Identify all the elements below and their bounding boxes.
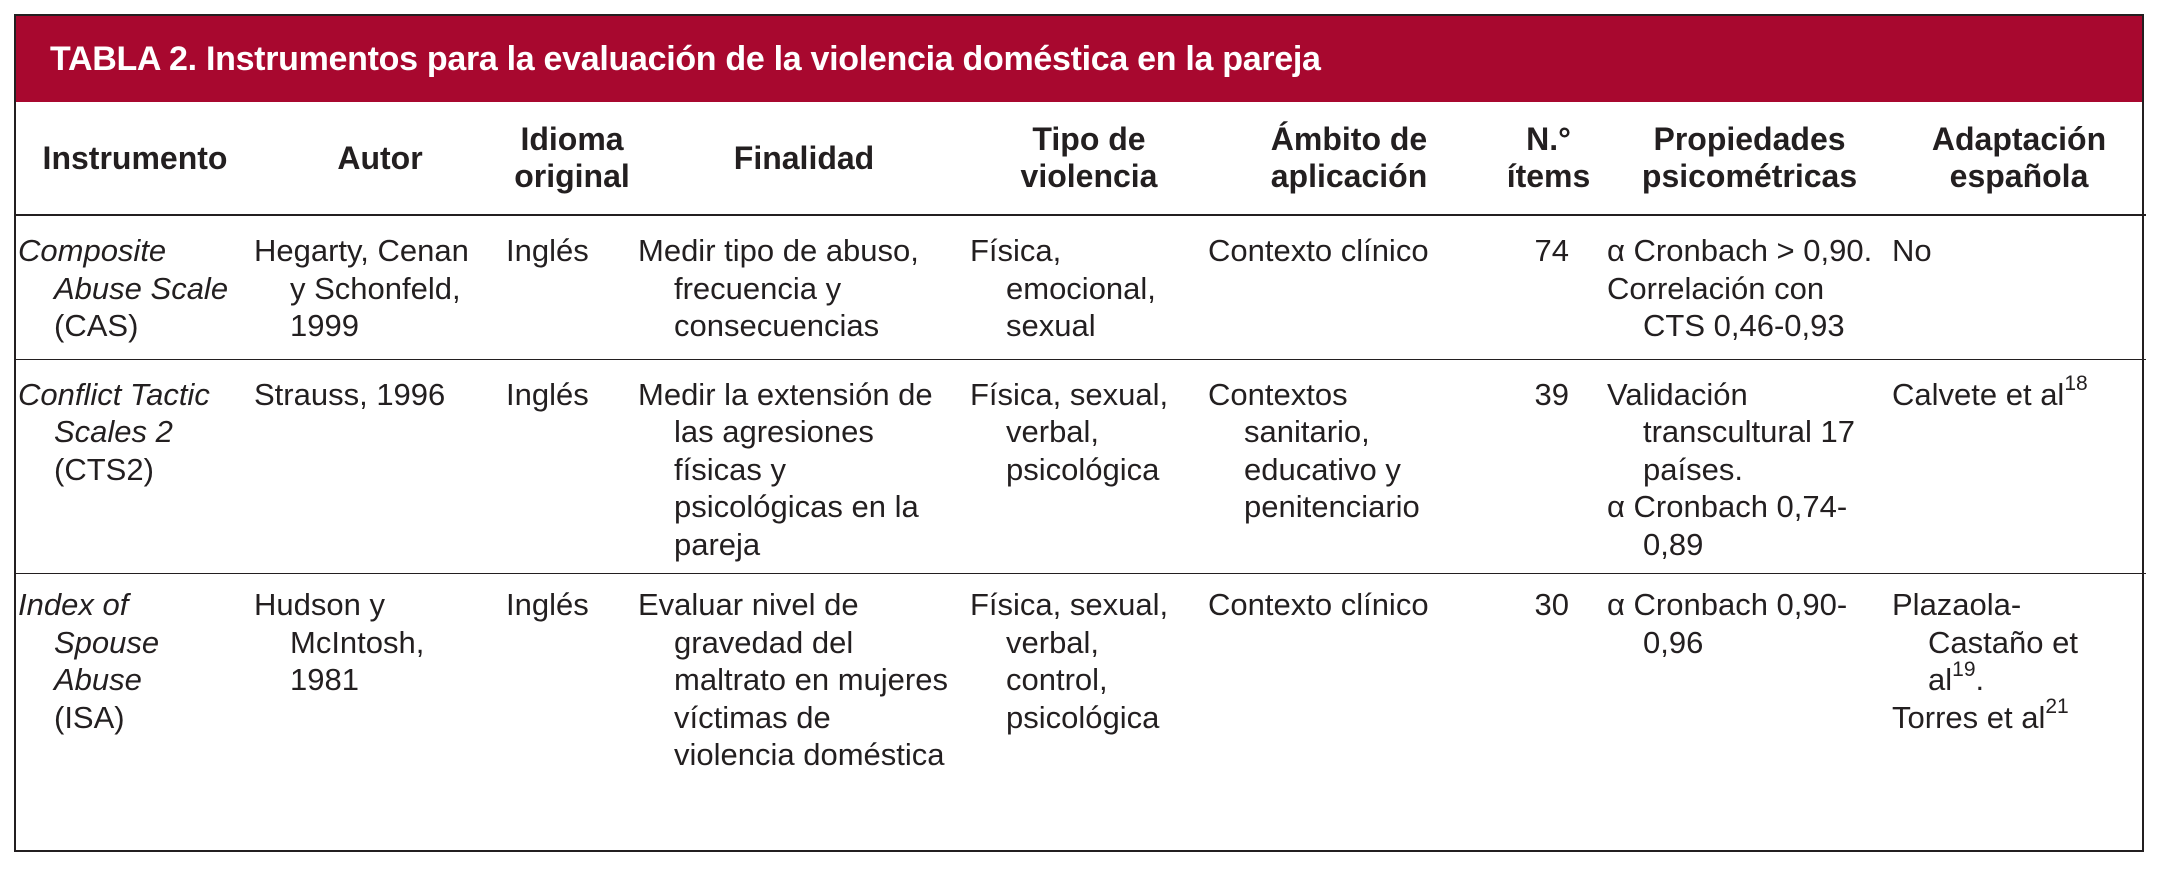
header-adaptacion: Adaptación española [1892,102,2146,215]
violence-type-cell: Física, sexual, verbal, psicológica [970,359,1208,574]
instrument-cell: Composite Abuse Scale (CAS) [16,215,254,359]
reference-superscript: 19 [1952,657,1976,681]
psychometrics-cell: α Cronbach 0,90-0,96 [1607,587,1848,660]
violence-type-cell: Física, sexual, verbal, control, psicológica [970,587,1169,735]
reference-superscript: 21 [2045,695,2069,719]
adaptation-cell: Plazaola-Castaño et $al^{19}$. Torres et $al^{21}$ [1892,587,2078,735]
header-ambito: Ámbito de aplicación [1208,102,1490,215]
adaptation-cell: Calvete et $al^{18}$ [1892,359,2146,574]
header-finalidad: Finalidad [638,102,970,215]
author-cell: Strauss, 1996 [254,359,506,574]
purpose-cell: Evaluar nivel de gravedad del maltrato en mujeres víctimas de violencia doméstica [638,587,948,772]
language-cell: Inglés [506,359,638,574]
header-row [16,102,2146,215]
table-title: TABLA 2. Instrumentos para la evaluación de la violencia doméstica en la pareja [16,16,2142,102]
psychometrics-cell: α Cronbach > 0,90. Correlación con CTS 0,46-0,93 [1607,215,1892,359]
table-row [16,359,2146,574]
scope-cell: Contexto clínico [1208,215,1490,359]
purpose-cell: Medir la extensión de las agresiones físicas y psicológicas en la pareja [638,359,970,574]
instrument-cell: Index of Spouse Abuse (ISA) [18,587,160,735]
psychometrics-cell: Validación transcultural 17 países. α Cronbach 0,74-0,89 [1607,359,1892,574]
language-cell: Inglés [506,215,638,359]
author-cell: Hudson y McIntosh, 1981 [254,587,425,697]
header-tipo-violencia: Tipo de violencia [970,102,1208,215]
header-propiedades: Propiedades psicométricas [1607,102,1892,215]
reference-superscript: 18 [2064,372,2088,396]
header-items: N.° ítems [1490,102,1607,215]
language-cell: Inglés [506,587,589,622]
items-cell: 30 [1534,587,1569,622]
scope-cell: Contexto clínico [1208,587,1429,622]
author-cell: Hegarty, Cenan y Schonfeld, 1999 [254,215,506,359]
table-row [16,215,2146,359]
header-idioma: Idioma original [506,102,638,215]
purpose-cell: Medir tipo de abuso, frecuencia y consecuencias [638,215,970,359]
header-autor: Autor [254,102,506,215]
items-cell: 74 [1490,215,1607,359]
scope-cell: Contextos sanitario, educativo y penitenciario [1208,359,1490,574]
items-cell: 39 [1490,359,1607,574]
violence-type-cell: Física, emocional, sexual [970,215,1208,359]
adaptation-cell: No [1892,215,2146,359]
header-instrumento: Instrumento [16,102,254,215]
instrument-cell: Conflict Tactic Scales 2 (CTS2) [16,359,254,574]
instruments-table [16,102,2146,774]
table-frame [14,14,2144,852]
table-row [16,574,2146,774]
